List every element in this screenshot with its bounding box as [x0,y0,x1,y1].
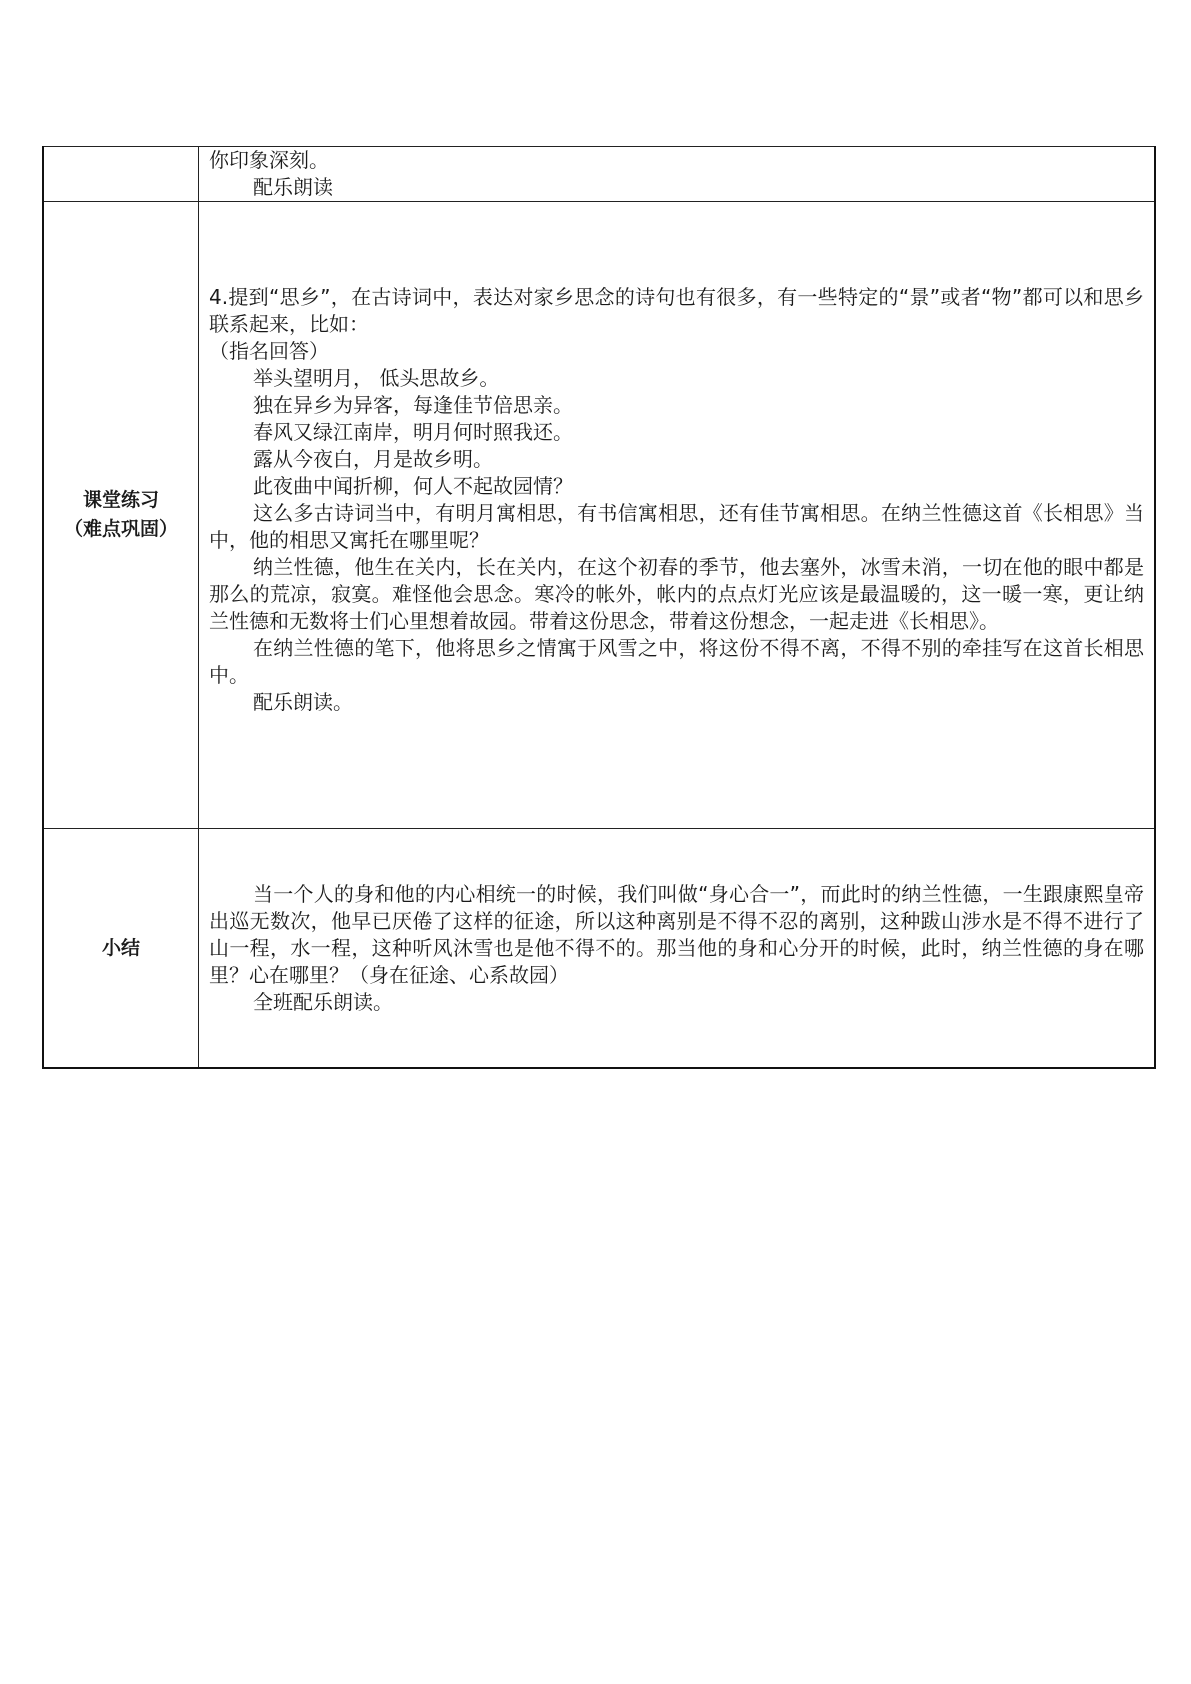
row-label-cell [43,202,199,829]
content-line: （指名回答） [209,339,329,363]
table-row-summary [43,829,1155,1069]
content-paragraph: 当一个人的身和他的内心相统一的时候，我们叫做“身心合一”，而此时的纳兰性德，一生跟康熙皇帝出巡无数次，他早已厌倦了这样的征途，所以这种离别是不得不忍的离别，这种跋山涉水是不得不进行了山一程，水一程，这种听风沐雪也是他不得不的。那当他的身和心分开的时候，此时，纳兰性德的身在哪里？心在哪里？（身在征途、心系故园） [209,882,1144,987]
content-line: 配乐朗读 [253,175,333,199]
row-label-classroom-practice: 课堂练习 （难点巩固） [63,489,178,540]
table-row-classroom-practice [43,202,1155,829]
table-row-continuation [43,147,1155,202]
content-line: 全班配乐朗读。 [253,990,393,1014]
poem-line: 此夜曲中闻折柳，何人不起故园情？ [253,474,573,498]
lesson-plan-table [42,146,1156,1069]
content-line: 你印象深刻。 [209,148,329,172]
row-content-cell [199,202,1156,829]
poem-line: 春风又绿江南岸，明月何时照我还。 [253,420,573,444]
row-label-cell-empty [43,147,199,202]
poem-line: 露从今夜白，月是故乡明。 [253,447,493,471]
content-paragraph: 这么多古诗词当中，有明月寓相思，有书信寓相思，还有佳节寓相思。在纳兰性德这首《长相思》当中，他的相思又寓托在哪里呢？ [209,501,1144,552]
row-label-cell [43,829,199,1069]
content-line: 配乐朗读。 [253,690,353,714]
row-label-summary: 小结 [101,936,140,959]
content-paragraph: 4.提到“思乡”，在古诗词中，表达对家乡思念的诗句也有很多，有一些特定的“景”或者“物”都可以和思乡联系起来，比如： [209,285,1144,336]
poem-line: 举头望明月， 低头思故乡。 [253,366,500,390]
content-paragraph: 纳兰性德，他生在关内，长在关内，在这个初春的季节，他去塞外，冰雪未消，一切在他的眼中都是那么的荒凉，寂寞。难怪他会思念。寒冷的帐外，帐内的点点灯光应该是最温暖的，这一暖一寒，更让纳兰性德和无数将士们心里想着故园。带着这份思念，带着这份想念，一起走进《长相思》。 [209,555,1144,633]
row-content-cell [199,829,1156,1069]
poem-line: 独在异乡为异客，每逢佳节倍思亲。 [253,393,573,417]
row-content-cell [199,147,1156,202]
content-paragraph: 在纳兰性德的笔下，他将思乡之情寓于风雪之中，将这份不得不离，不得不别的牵挂写在这首长相思中。 [209,636,1144,687]
